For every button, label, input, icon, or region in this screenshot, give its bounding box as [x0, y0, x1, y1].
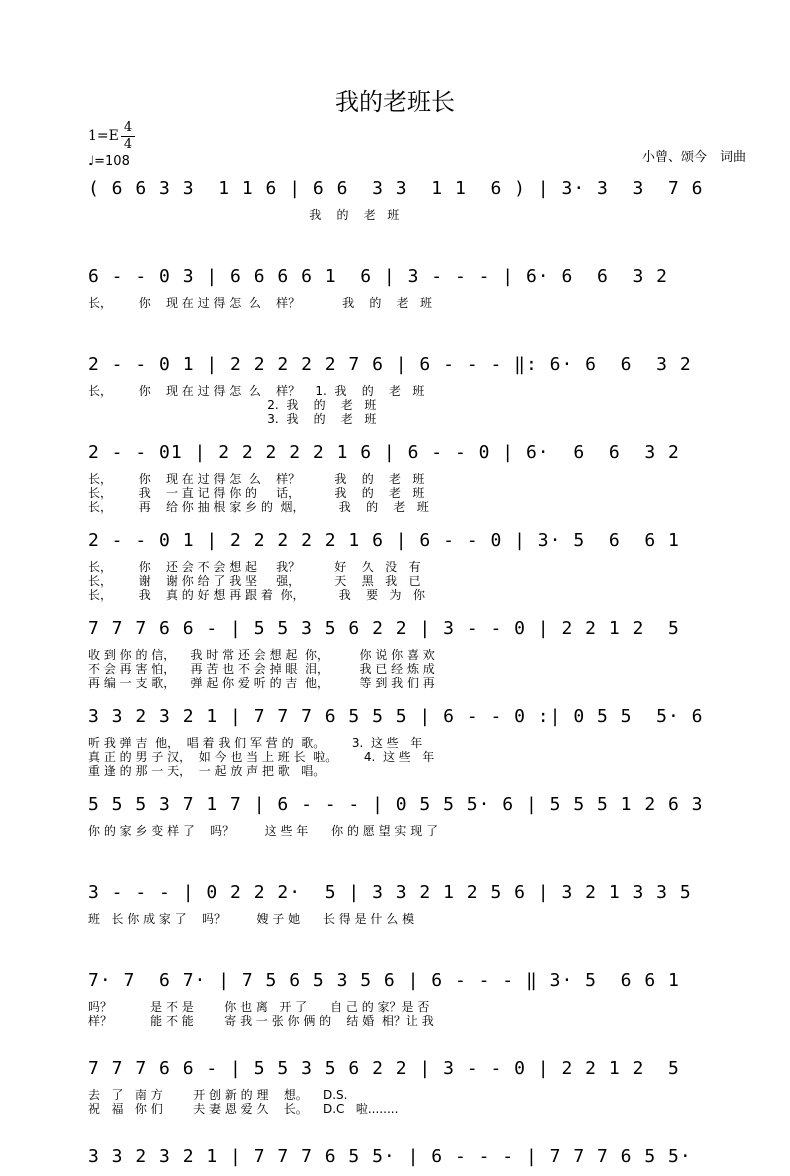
key-signature: 1=E — [88, 128, 119, 144]
notation-line: 2 - - 01 | 2 2 2 2 2 1 6 | 6 - - 0 | 6· 6 6 3 2 — [88, 442, 680, 463]
lyrics-block — [88, 472, 738, 522]
score-system — [88, 258, 738, 346]
lyrics-block — [88, 912, 738, 962]
notation-line: 3 3 2 3 2 1 | 7 7 7 6 5 5 5 | 6 - - 0 :| 0 5 5 5· 6 — [88, 706, 704, 727]
lyric-line: 长， 你 现 在 过 得 怎 么 样？ 我 的 老 班 — [88, 296, 433, 310]
time-signature — [121, 120, 135, 153]
score-system — [88, 346, 738, 434]
lyric-line: 不 会 再 害 怕， 再 苦 也 不 会 掉 眼 泪， 我 已 经 炼 成 — [88, 662, 435, 676]
notation-line: 7· 7 6 7· | 7 5 6 5 3 5 6 | 6 - - - ‖ 3· 5 6 6 1 — [88, 970, 680, 991]
notation-line: 7 7 7 6 6 - | 5 5 3 5 6 2 2 | 3 - - 0 | 2 2 1 2 5 — [88, 618, 680, 639]
notation-line: 3 3 2 3 2 1 | 7 7 7 6 5 5· | 6 - - - | 7 7 7 6 5 5· — [88, 1146, 692, 1167]
lyrics-block — [88, 296, 738, 346]
lyric-line: 重 逢 的 那 一 天， 一 起 放 声 把 歌 唱。 — [88, 764, 326, 778]
score-system — [88, 434, 738, 522]
score-system — [88, 170, 738, 258]
notation-line: ( 6 6 3 3 1 1 6 | 6 6 3 3 1 1 6 ) | 3· 3 3 7 6 — [88, 178, 704, 199]
lyric-line: 再 编 一 支 歌， 弹 起 你 爱 听 的 吉 他， 等 到 我 们 再 — [88, 676, 435, 690]
score-system — [88, 1050, 738, 1138]
lyrics-block — [88, 1000, 738, 1050]
score-system — [88, 1138, 738, 1176]
lyric-line: 真 正 的 男 子 汉， 如 今 也 当 上 班 长 啦。 4. 这 些 年 — [88, 750, 435, 764]
lyric-line: 长， 你 现 在 过 得 怎 么 样？ 1. 我 的 老 班 — [88, 384, 425, 398]
lyric-line: 听 我 弹 吉 他， 唱 着 我 们 军 营 的 歌。 3. 这 些 年 — [88, 736, 423, 750]
notation-line: 6 - - 0 3 | 6 6 6 6 1 6 | 3 - - - | 6· 6 6 3 2 — [88, 266, 669, 287]
notation-line: 5 5 5 3 7 1 7 | 6 - - - | 0 5 5 5· 6 | 5 5 5 1 2 6 3 — [88, 794, 704, 815]
lyrics-block — [88, 736, 738, 786]
lyric-line: 长， 谢 谢 你 给 了 我 坚 强， 天 黑 我 已 — [88, 574, 421, 588]
lyric-line: 去 了 南 方 开 创 新 的 理 想。 D.S. — [88, 1088, 348, 1102]
song-title: 我的老班长 — [335, 88, 455, 116]
lyric-line: 样？ 能 不 能 寄 我 一 张 你 俩 的 结 婚 相？让 我 — [88, 1014, 434, 1028]
lyric-line: 3. 我 的 老 班 — [88, 412, 377, 426]
score-system — [88, 610, 738, 698]
score-system — [88, 786, 738, 874]
lyrics-block — [88, 208, 738, 258]
lyric-line: 班 长 你 成 家 了 吗？ 嫂 子 她 长 得 是 什 么 模 — [88, 912, 415, 926]
lyric-line: 我 的 老 班 — [88, 208, 400, 222]
notation-line: 2 - - 0 1 | 2 2 2 2 2 7 6 | 6 - - - ‖: 6· 6 6 3 2 — [88, 354, 692, 375]
score-system — [88, 962, 738, 1050]
score — [88, 170, 738, 1176]
lyric-line: 收 到 你 的 信， 我 时 常 还 会 想 起 你， 你 说 你 喜 欢 — [88, 648, 435, 662]
credits: 小曾、颂今 词曲 — [641, 150, 746, 165]
lyric-line: 长， 你 现 在 过 得 怎 么 样？ 我 的 老 班 — [88, 472, 425, 486]
score-system — [88, 698, 738, 786]
time-sig-top: 4 — [121, 120, 135, 137]
lyrics-block — [88, 384, 738, 434]
lyrics-block — [88, 648, 738, 698]
lyric-line: 长， 我 一 直 记 得 你 的 话， 我 的 老 班 — [88, 486, 425, 500]
lyric-line: 祝 福 你 们 夫 妻 恩 爱 久 长。 D.C 啦........ — [88, 1102, 399, 1116]
lyrics-block — [88, 824, 738, 874]
score-system — [88, 522, 738, 610]
lyric-line: 你 的 家 乡 变 样 了 吗？ 这 些 年 你 的 愿 望 实 现 了 — [88, 824, 439, 838]
lyric-line: 吗？ 是 不 是 你 也 离 开 了 自 己 的 家？是 否 — [88, 1000, 430, 1014]
lyric-line: 2. 我 的 老 班 — [88, 398, 377, 412]
tempo-marking: ♩=108 — [88, 154, 130, 169]
lyric-line: 长， 我 真 的 好 想 再 跟 着 你， 我 要 为 你 — [88, 588, 425, 602]
lyric-line: 长， 你 还 会 不 会 想 起 我？ 好 久 没 有 — [88, 560, 421, 574]
notation-line: 3 - - - | 0 2 2 2· 5 | 3 3 2 1 2 5 6 | 3 2 1 3 3 5 — [88, 882, 692, 903]
lyric-line: 长， 再 给 你 抽 根 家 乡 的 烟， 我 的 老 班 — [88, 500, 429, 514]
score-system — [88, 874, 738, 962]
lyrics-block — [88, 1088, 738, 1138]
lyrics-block — [88, 560, 738, 610]
time-sig-bottom: 4 — [123, 137, 133, 152]
notation-line: 2 - - 0 1 | 2 2 2 2 2 1 6 | 6 - - 0 | 3· 5 6 6 1 — [88, 530, 680, 551]
notation-line: 7 7 7 6 6 - | 5 5 3 5 6 2 2 | 3 - - 0 | 2 2 1 2 5 — [88, 1058, 680, 1079]
